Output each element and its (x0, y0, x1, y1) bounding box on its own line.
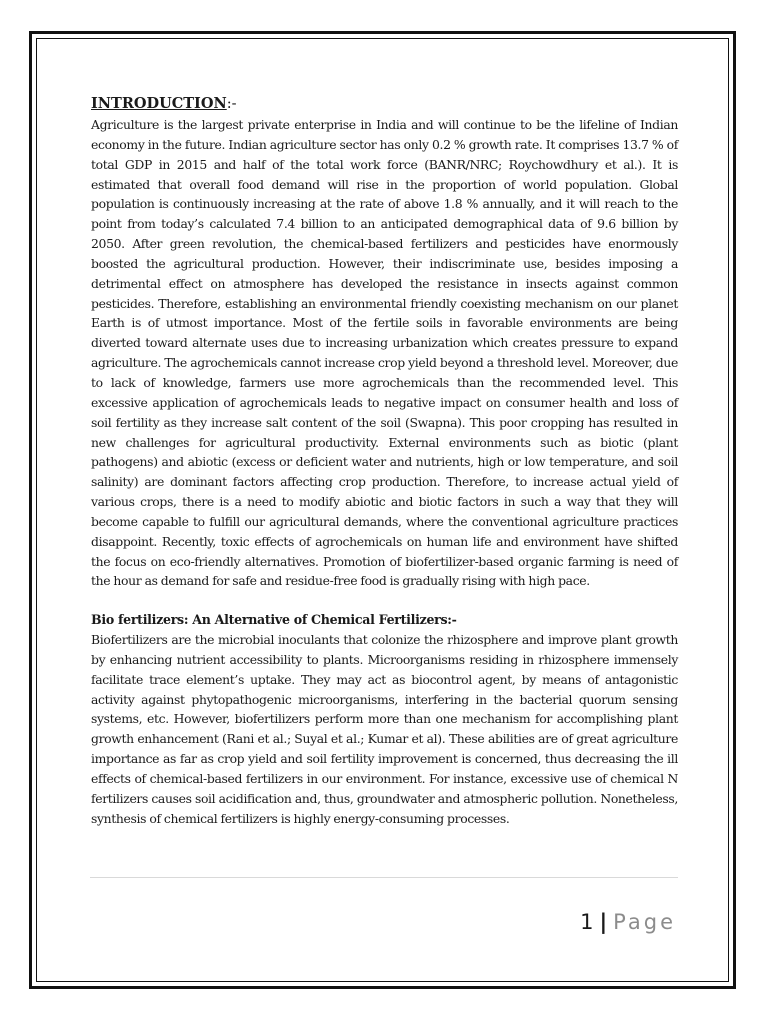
page-separator: | (599, 910, 608, 934)
introduction-title-suffix: :- (226, 96, 237, 112)
page-label: Page (613, 910, 676, 934)
page-number: 1 (580, 910, 594, 934)
introduction-title: INTRODUCTION (91, 95, 227, 112)
introduction-heading (91, 93, 678, 115)
page-content (91, 93, 678, 829)
biofertilizers-paragraph: Biofertilizers are the microbial inoculants that colonize the rhizosphere and improve plant growth by enhancing nutrient accessibility to plants. Microorganisms residing in rhizosphere immensely facilitate trace element’s uptake. They may act as biocontrol agent, by means of antagonistic activity against phytopathogenic microorganisms, interfering in the bacterial quorum sensing systems, etc. However, biofertilizers perform more than one mechanism for accomplishing plant growth enhancement (Rani et al.; Suyal et al.; Kumar et al). These abilities are of great agriculture importance as far as crop yield and soil fertility improvement is concerned, thus decreasing the ill effects of chemical-based fertilizers in our environment. For instance, excessive use of chemical N fertilizers causes soil acidification and, thus, groundwater and atmospheric pollution. Nonetheless, synthesis of chemical fertilizers is highly energy-consuming processes. (91, 632, 678, 826)
page-footer (580, 908, 676, 936)
introduction-paragraph: Agriculture is the largest private enterprise in India and will continue to be the lifeline of Indian economy in the future. Indian agriculture sector has only 0.2 % growth rate. It comprises 13.7 % of total GDP in 2015 and half of the total work force (BANR/NRC; Roychowdhury et al.). It is estimated that overall food demand will rise in the proportion of world population. Global population is continuously increasing at the rate of above 1.8 % annually, and it will reach to the point from today’s calculated 7.4 billion to an anticipated demographical data of 9.6 billion by 2050. After green revolution, the chemical-based fertilizers and pesticides have enormously boosted the agricultural production. However, their indiscriminate use, besides imposing a detrimental effect on atmosphere has developed the resistance in insects against common pesticides. Therefore, establishing an environmental friendly coexisting mechanism on our planet Earth is of utmost importance. Most of the fertile soils in favorable environments are being diverted toward alternate uses due to increasing urbanization which creates pressure to expand agriculture. The agrochemicals cannot increase crop yield beyond a threshold level. Moreover, due to lack of knowledge, farmers use more agrochemicals than the recommended level. This excessive application of agrochemicals leads to negative impact on consumer health and loss of soil fertility as they increase salt content of the soil (Swapna). This poor cropping has resulted in new challenges for agricultural productivity. External environments such as biotic (plant pathogens) and abiotic (excess or deficient water and nutrients, high or low temperature, and soil salinity) are dominant factors affecting crop production. Therefore, to increase actual yield of various crops, there is a need to modify abiotic and biotic factors in such a way that they will become capable to fulfill our agricultural demands, where the conventional agriculture practices disappoint. Recently, toxic effects of agrochemicals on human life and environment have shifted the focus on eco-friendly alternatives. Promotion of biofertilizer-based organic farming is need of the hour as demand for safe and residue-free food is gradually rising with high pace. (91, 117, 678, 589)
biofertilizers-heading: Bio fertilizers: An Alternative of Chemical Fertilizers:- (91, 612, 457, 628)
footer-divider (90, 877, 678, 878)
